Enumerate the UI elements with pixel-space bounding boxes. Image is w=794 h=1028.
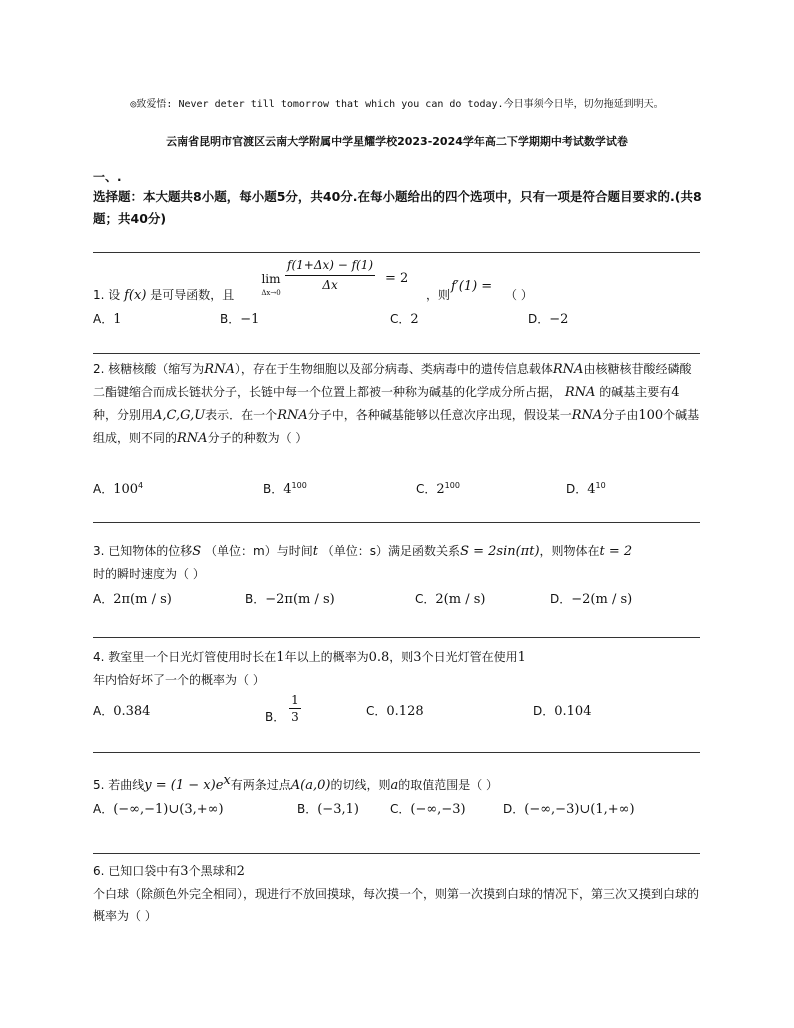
option-1c[interactable]: C．2 (390, 312, 419, 327)
question-6: 6. 已知口袋中有3个黑球和2 个白球（除颜色外完全相同），现进行不放回摸球，每次摸一个，则第一次摸到白球的情况下，第三次又摸到白球的概率为（ ） (93, 864, 700, 923)
option-3c[interactable]: C．2(m / s) (415, 592, 486, 607)
section-intro: 选择题：本大题共8小题，每小题5分，共40分.在每小题给出的四个选项中，只有一项是符合题目要求的.(共8题；共40分) (93, 189, 702, 226)
option-5d[interactable]: D．(−∞,−3)∪(1,+∞) (503, 802, 635, 817)
option-5b[interactable]: B．(−3,1) (297, 802, 359, 817)
question-3: 3. 已知物体的位移S （单位：m）与时间t （单位：s）满足函数关系S = 2sin(πt)，则物体在t = 2 时的瞬时速度为（ ） (93, 544, 633, 581)
divider (93, 353, 700, 354)
section-label: 一、. (93, 170, 122, 184)
option-2d[interactable]: D．$4^{10}$ (566, 481, 606, 497)
option-2a[interactable]: A．$100^4$ (93, 481, 144, 497)
option-5c[interactable]: C．(−∞,−3) (390, 802, 466, 817)
motto-line: ◎致爱悟: Never deter till tomorrow that which you can do today.今日事须今日毕，切勿拖延到明天。 (130, 99, 664, 110)
limit-fraction: $\frac{f(1+\Delta x) - f(1)}{\Delta x}$ (287, 258, 374, 292)
divider (93, 853, 700, 854)
question-5: 5. 若曲线$y = (1 - x)e^x$有两条过点A(a,0)的切线，则a的取值范围是（ ） (93, 773, 499, 793)
divider (93, 252, 700, 253)
option-4c[interactable]: C．0.128 (366, 704, 424, 719)
option-3a[interactable]: A．2π(m / s) (93, 592, 172, 607)
option-4d[interactable]: D．0.104 (533, 704, 592, 719)
option-2b[interactable]: B．$4^{100}$ (263, 481, 307, 497)
option-4a[interactable]: A．0.384 (93, 704, 151, 719)
option-5a[interactable]: A．(−∞,−1)∪(3,+∞) (93, 802, 224, 817)
divider (93, 752, 700, 753)
question-2: 2. 核糖核酸（缩写为RNA），存在于生物细胞以及部分病毒、类病毒中的遗传信息载体RNA由核糖核苷酸经磷酸二酯键缩合而成长链状分子，长链中每一个位置上都被一种称为碱基的化学成分所占据， RNA 的碱基主要有4种，分别用A,C,G,U表示．在一个RNA分子中，各种碱基能够以任意次序出现，假设某一RNA分子由100个碱基组成，则不同的RNA分子的种数为（ ） (93, 362, 700, 446)
question-1: 1. 设 f(x) 是可导函数，且 lim Δx→0 $\frac{f(1+\Delta x) - f(1)}{\Delta x}$ = 2 ，则 f′(1) = （ ） (93, 258, 533, 303)
option-3b[interactable]: B．−2π(m / s) (245, 592, 335, 607)
option-4b[interactable]: B． $\frac{1}{3}$ (265, 693, 299, 724)
question-4: 4. 教室里一个日光灯管使用时长在1年以上的概率为0.8，则3个日光灯管在使用1 年内恰好坏了一个的概率为（ ） (93, 650, 526, 687)
divider (93, 522, 700, 523)
option-3d[interactable]: D．−2(m / s) (550, 592, 633, 607)
option-2c[interactable]: C．$2^{100}$ (416, 481, 460, 497)
divider (93, 637, 700, 638)
option-1a[interactable]: A．1 (93, 312, 122, 327)
exam-title: 云南省昆明市官渡区云南大学附属中学星耀学校2023-2024学年高二下学期期中考试数学试卷 (166, 135, 628, 148)
option-1b[interactable]: B．−1 (220, 312, 260, 327)
option-1d[interactable]: D．−2 (528, 312, 569, 327)
